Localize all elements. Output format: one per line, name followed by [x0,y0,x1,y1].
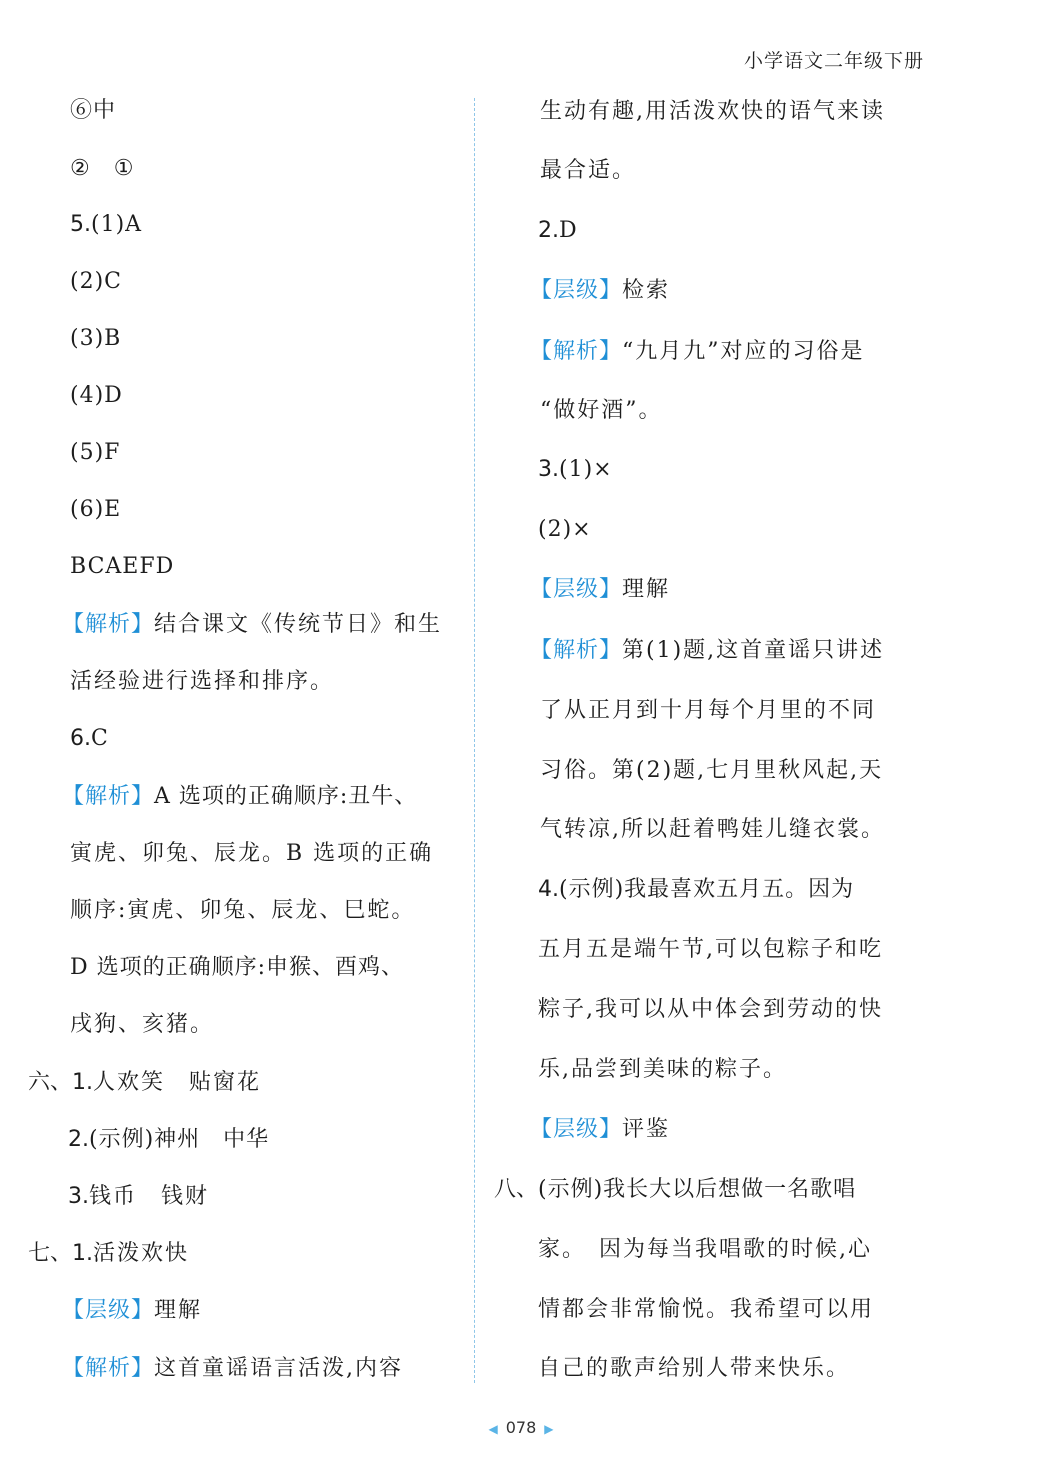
answer-text: 乐,品尝到美味的粽子。 [538,1057,787,1082]
answer-text: (1)A [91,212,143,237]
answer-text: (4)D [70,383,123,408]
answer-text: 生动有趣,用活泼欢快的语气来读 [540,99,885,124]
right-answer-line [538,875,854,905]
answer-text: ⑥中 [70,98,117,123]
question-number: 5. [70,212,91,237]
answer-text: 寅虎、卯兔、辰龙。B 选项的正确 [70,841,434,866]
left-answer-line [28,1239,189,1269]
answer-text: 粽子,我可以从中体会到劳动的快 [538,997,883,1022]
answer-text: 最合适。 [540,158,637,183]
section-tag-label: 【解析】 [62,1356,155,1381]
question-number: 七、1. [28,1241,93,1266]
right-answer-line [530,276,670,306]
answer-text: C [91,726,109,751]
answer-text: 顺序:寅虎、卯兔、辰龙、巳蛇。 [70,898,416,923]
answer-text: 人欢笑 贴窗花 [93,1070,262,1095]
answer-text: 习俗。第(2)题,七月里秋风起,天 [540,758,884,783]
section-tag-label: 【解析】 [530,638,623,663]
left-answer-line [70,267,122,297]
question-number: 2. [68,1127,89,1152]
answer-text: 戌狗、亥猪。 [70,1012,215,1037]
answer-text: (5)F [70,440,121,465]
answer-text: “九月九”对应的习俗是 [622,339,865,364]
left-answer-line [70,839,433,869]
answer-text: (示例)我最喜欢五月五。因为 [559,877,855,902]
answer-text: (示例)我长大以后想做一名歌唱 [538,1177,857,1202]
right-answer-line [538,216,578,246]
page-header-title: 小学语文二年级下册 [743,50,924,72]
answer-text: “做好酒”。 [540,398,663,423]
question-number: 6. [70,726,91,751]
right-answer-line [538,1055,787,1085]
right-answer-line [540,815,885,845]
question-number: 3. [538,457,559,482]
left-answer-line [70,724,109,754]
answer-text: 自己的歌声给别人带来快乐。 [538,1356,851,1381]
next-page-icon: ▶ [544,1422,554,1436]
answer-text: 评鉴 [622,1117,671,1142]
answer-text: 气转凉,所以赶着鸭娃儿缝衣裳。 [540,817,885,842]
left-answer-line [68,1182,209,1212]
left-answer-line [70,495,121,525]
answer-text: 第(1)题,这首童谣只讲述 [622,638,885,663]
answer-text: 这首童谣语言活泼,内容 [154,1356,404,1381]
prev-page-icon: ◀ [488,1422,498,1436]
answer-text: 理解 [154,1298,203,1323]
page-number: 078 [505,1418,537,1437]
question-number: 六、1. [28,1070,93,1095]
page-footer [0,1418,1042,1437]
answer-text: 家。 因为每当我唱歌的时候,心 [538,1237,872,1262]
right-answer-line [540,156,636,186]
right-answer-line [538,1354,850,1384]
answer-text: 了从正月到十月每个月里的不同 [540,698,877,723]
section-tag-label: 【层级】 [530,278,623,303]
left-answer-line [70,210,142,240]
right-answer-line [540,97,885,127]
left-answer-line [62,610,442,640]
section-tag-label: 【解析】 [62,612,155,637]
right-answer-line [538,455,613,485]
left-answer-line [70,324,121,354]
left-answer-line [70,438,120,468]
section-tag-label: 【层级】 [530,1117,623,1142]
left-answer-line [70,154,134,184]
right-answer-line [494,1175,856,1205]
left-answer-line [62,782,417,812]
left-answer-line [62,1354,403,1384]
section-tag-label: 【解析】 [62,784,155,809]
answer-text: (6)E [70,497,122,522]
answer-text: ② ① [70,156,135,181]
right-answer-line [538,515,592,545]
answer-text: 情都会非常愉悦。我希望可以用 [538,1297,875,1322]
answer-text: 理解 [622,577,671,602]
answer-text: (1)× [559,457,613,482]
right-answer-line [538,935,883,965]
answer-text: D 选项的正确顺序:申猴、酉鸡、 [70,955,405,980]
answer-text: 结合课文《传统节日》和生 [154,612,443,637]
right-answer-line [530,636,884,666]
answer-text: 检索 [622,278,671,303]
left-answer-line [68,1125,269,1155]
right-answer-line [538,1235,872,1265]
left-answer-line [70,896,415,926]
section-tag-label: 【层级】 [62,1298,155,1323]
section-tag-label: 【层级】 [530,577,623,602]
question-number: 八、 [494,1177,539,1202]
answer-text: (示例)神州 中华 [89,1127,270,1152]
answer-text: D [559,218,578,243]
answer-text: (3)B [70,326,122,351]
left-answer-line [62,1296,202,1326]
left-answer-line [70,667,334,697]
left-answer-line [70,96,116,126]
answer-text: 活经验进行选择和排序。 [70,669,335,694]
answer-text: (2)× [538,517,592,542]
left-answer-line [70,953,404,983]
left-answer-line [28,1068,261,1098]
answer-text: 五月五是端午节,可以包粽子和吃 [538,937,883,962]
column-divider [474,98,475,1383]
question-number: 3. [68,1184,89,1209]
section-tag-label: 【解析】 [530,339,623,364]
left-answer-line [70,552,174,582]
right-answer-line [530,337,865,367]
right-answer-line [540,756,883,786]
answer-text: A 选项的正确顺序:丑牛、 [154,784,418,809]
left-answer-line [70,381,123,411]
right-answer-line [538,1295,874,1325]
question-number: 2. [538,218,559,243]
right-answer-line [540,396,663,426]
answer-text: BCAEFD [70,554,175,579]
answer-text: 活泼欢快 [93,1241,190,1266]
right-answer-line [530,1115,670,1145]
right-answer-line [530,575,670,605]
answer-text: (2)C [70,269,122,294]
question-number: 4. [538,877,559,902]
answer-text: 钱币 钱财 [89,1184,210,1209]
left-answer-line [70,1010,214,1040]
right-answer-line [540,696,876,726]
right-answer-line [538,995,883,1025]
